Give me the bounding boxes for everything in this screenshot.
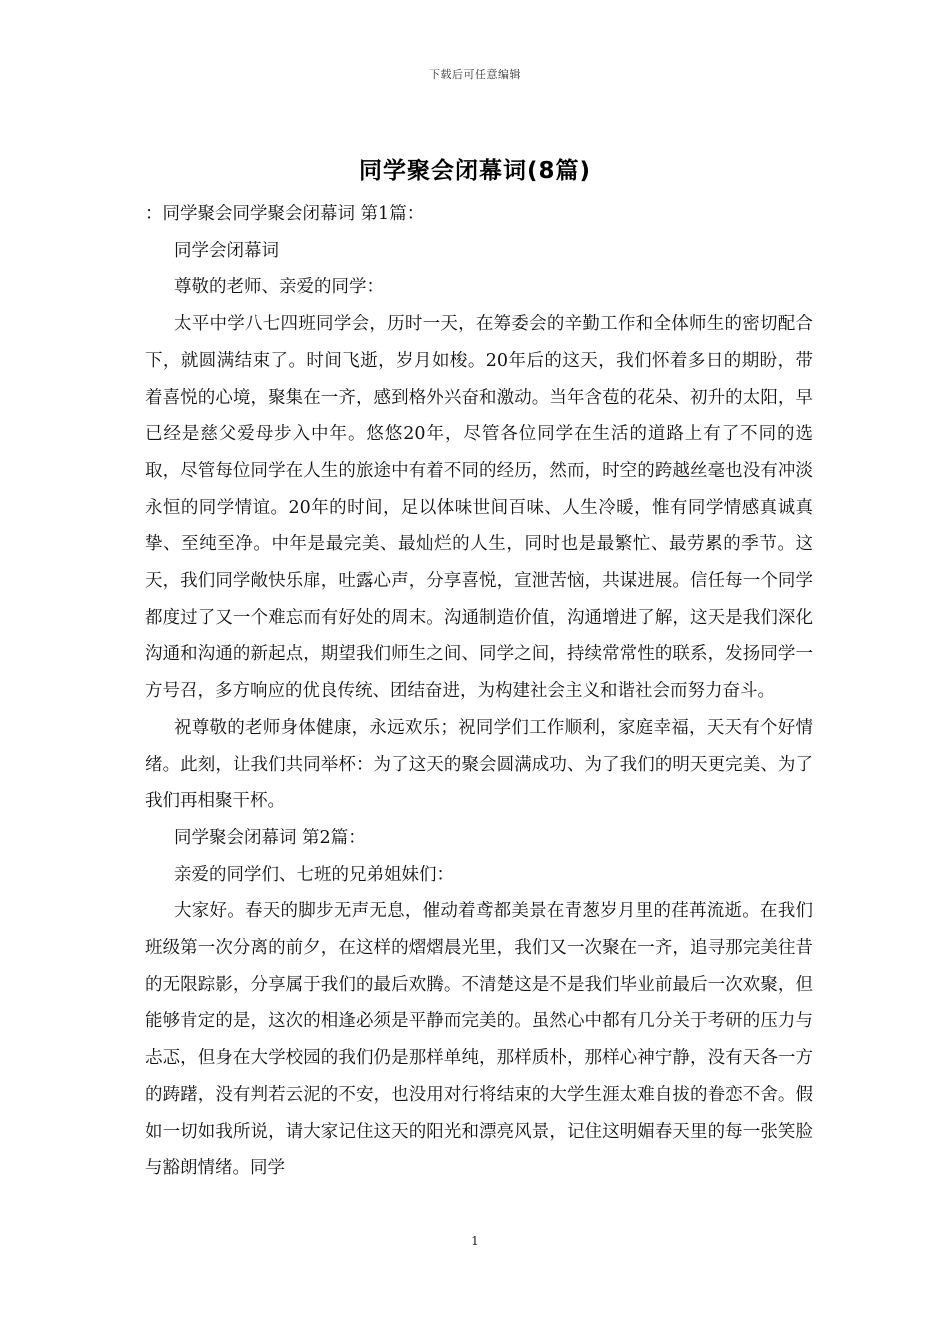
document-body: [145, 196, 813, 1187]
paragraph-body-2: 大家好。春天的脚步无声无息，催动着鸢都美景在青葱岁月里的荏苒流逝。在我们班级第一次分离的前夕，在这样的熠熠晨光里，我们又一次聚在一齐，追寻那完美往昔的无限踪影，分享属于我们的最后欢腾。不清楚这是不是我们毕业前最后一次欢聚，但能够肯定的是，这次的相逢必须是平静而完美的。虽然心中都有几分关于考研的压力与忐忑，但身在大学校园的我们仍是那样单纯，那样质朴，那样心神宁静，没有天各一方的踌躇，没有判若云泥的不安，也没用对行将结束的大学生涯太难自拔的眷恋不舍。假如一切如我所说，请大家记住这天的阳光和漂亮风景，记住这明媚春天里的每一张笑脸与豁朗情绪。同学: [145, 901, 813, 1179]
paragraph-heading: 同学会闭幕词: [174, 240, 279, 261]
paragraph-toast: 祝尊敬的老师身体健康，永远欢乐；祝同学们工作顺利，家庭幸福，天天有个好情绪。此刻，让我们共同举杯：为了这天的聚会圆满成功、为了我们的明天更完美、为了我们再相聚干杯。: [145, 717, 813, 812]
document-title: 同学聚会闭幕词(8篇): [358, 158, 592, 184]
header-note: 下载后可任意编辑: [429, 68, 521, 81]
paragraph-salutation-2: 亲爱的同学们、七班的兄弟姐妹们：: [174, 864, 454, 885]
page-number: 1: [471, 1234, 479, 1248]
paragraph-salutation: 尊敬的老师、亲爱的同学：: [174, 277, 384, 298]
paragraph-section-heading: 同学聚会闭幕词 第2篇：: [174, 827, 366, 848]
paragraph-body: 太平中学八七四班同学会，历时一天，在筹委会的辛勤工作和全体师生的密切配合下，就圆满结束了。时间飞逝，岁月如梭。20年后的这天，我们怀着多日的期盼，带着喜悦的心境，聚集在一齐，感到格外兴奋和激动。当年含苞的花朵、初升的太阳，早已经是慈父爱母步入中年。悠悠20年，尽管各位同学在生活的道路上有了不同的选取，尽管每位同学在人生的旅途中有着不同的经历，然而，时空的跨越丝毫也没有冲淡永恒的同学情谊。20年的时间，足以体味世间百味、人生冷暖，惟有同学情感真诚真挚、至纯至净。中年是最完美、最灿烂的人生，同时也是最繁忙、最劳累的季节。这天，我们同学敞快乐扉，吐露心声，分享喜悦，宣泄苦恼，共谋进展。信任每一个同学都度过了又一个难忘而有好处的周末。沟通制造价值，沟通增进了解，这天是我们深化沟通和沟通的新起点，期望我们师生之间、同学之间，持续常常性的联系，发扬同学一方号召，多方响应的优良传统、团结奋进，为构建社会主义和谐社会而努力奋斗。: [145, 314, 813, 702]
paragraph-intro: ：同学聚会同学聚会闭幕词 第1篇：: [145, 204, 425, 224]
